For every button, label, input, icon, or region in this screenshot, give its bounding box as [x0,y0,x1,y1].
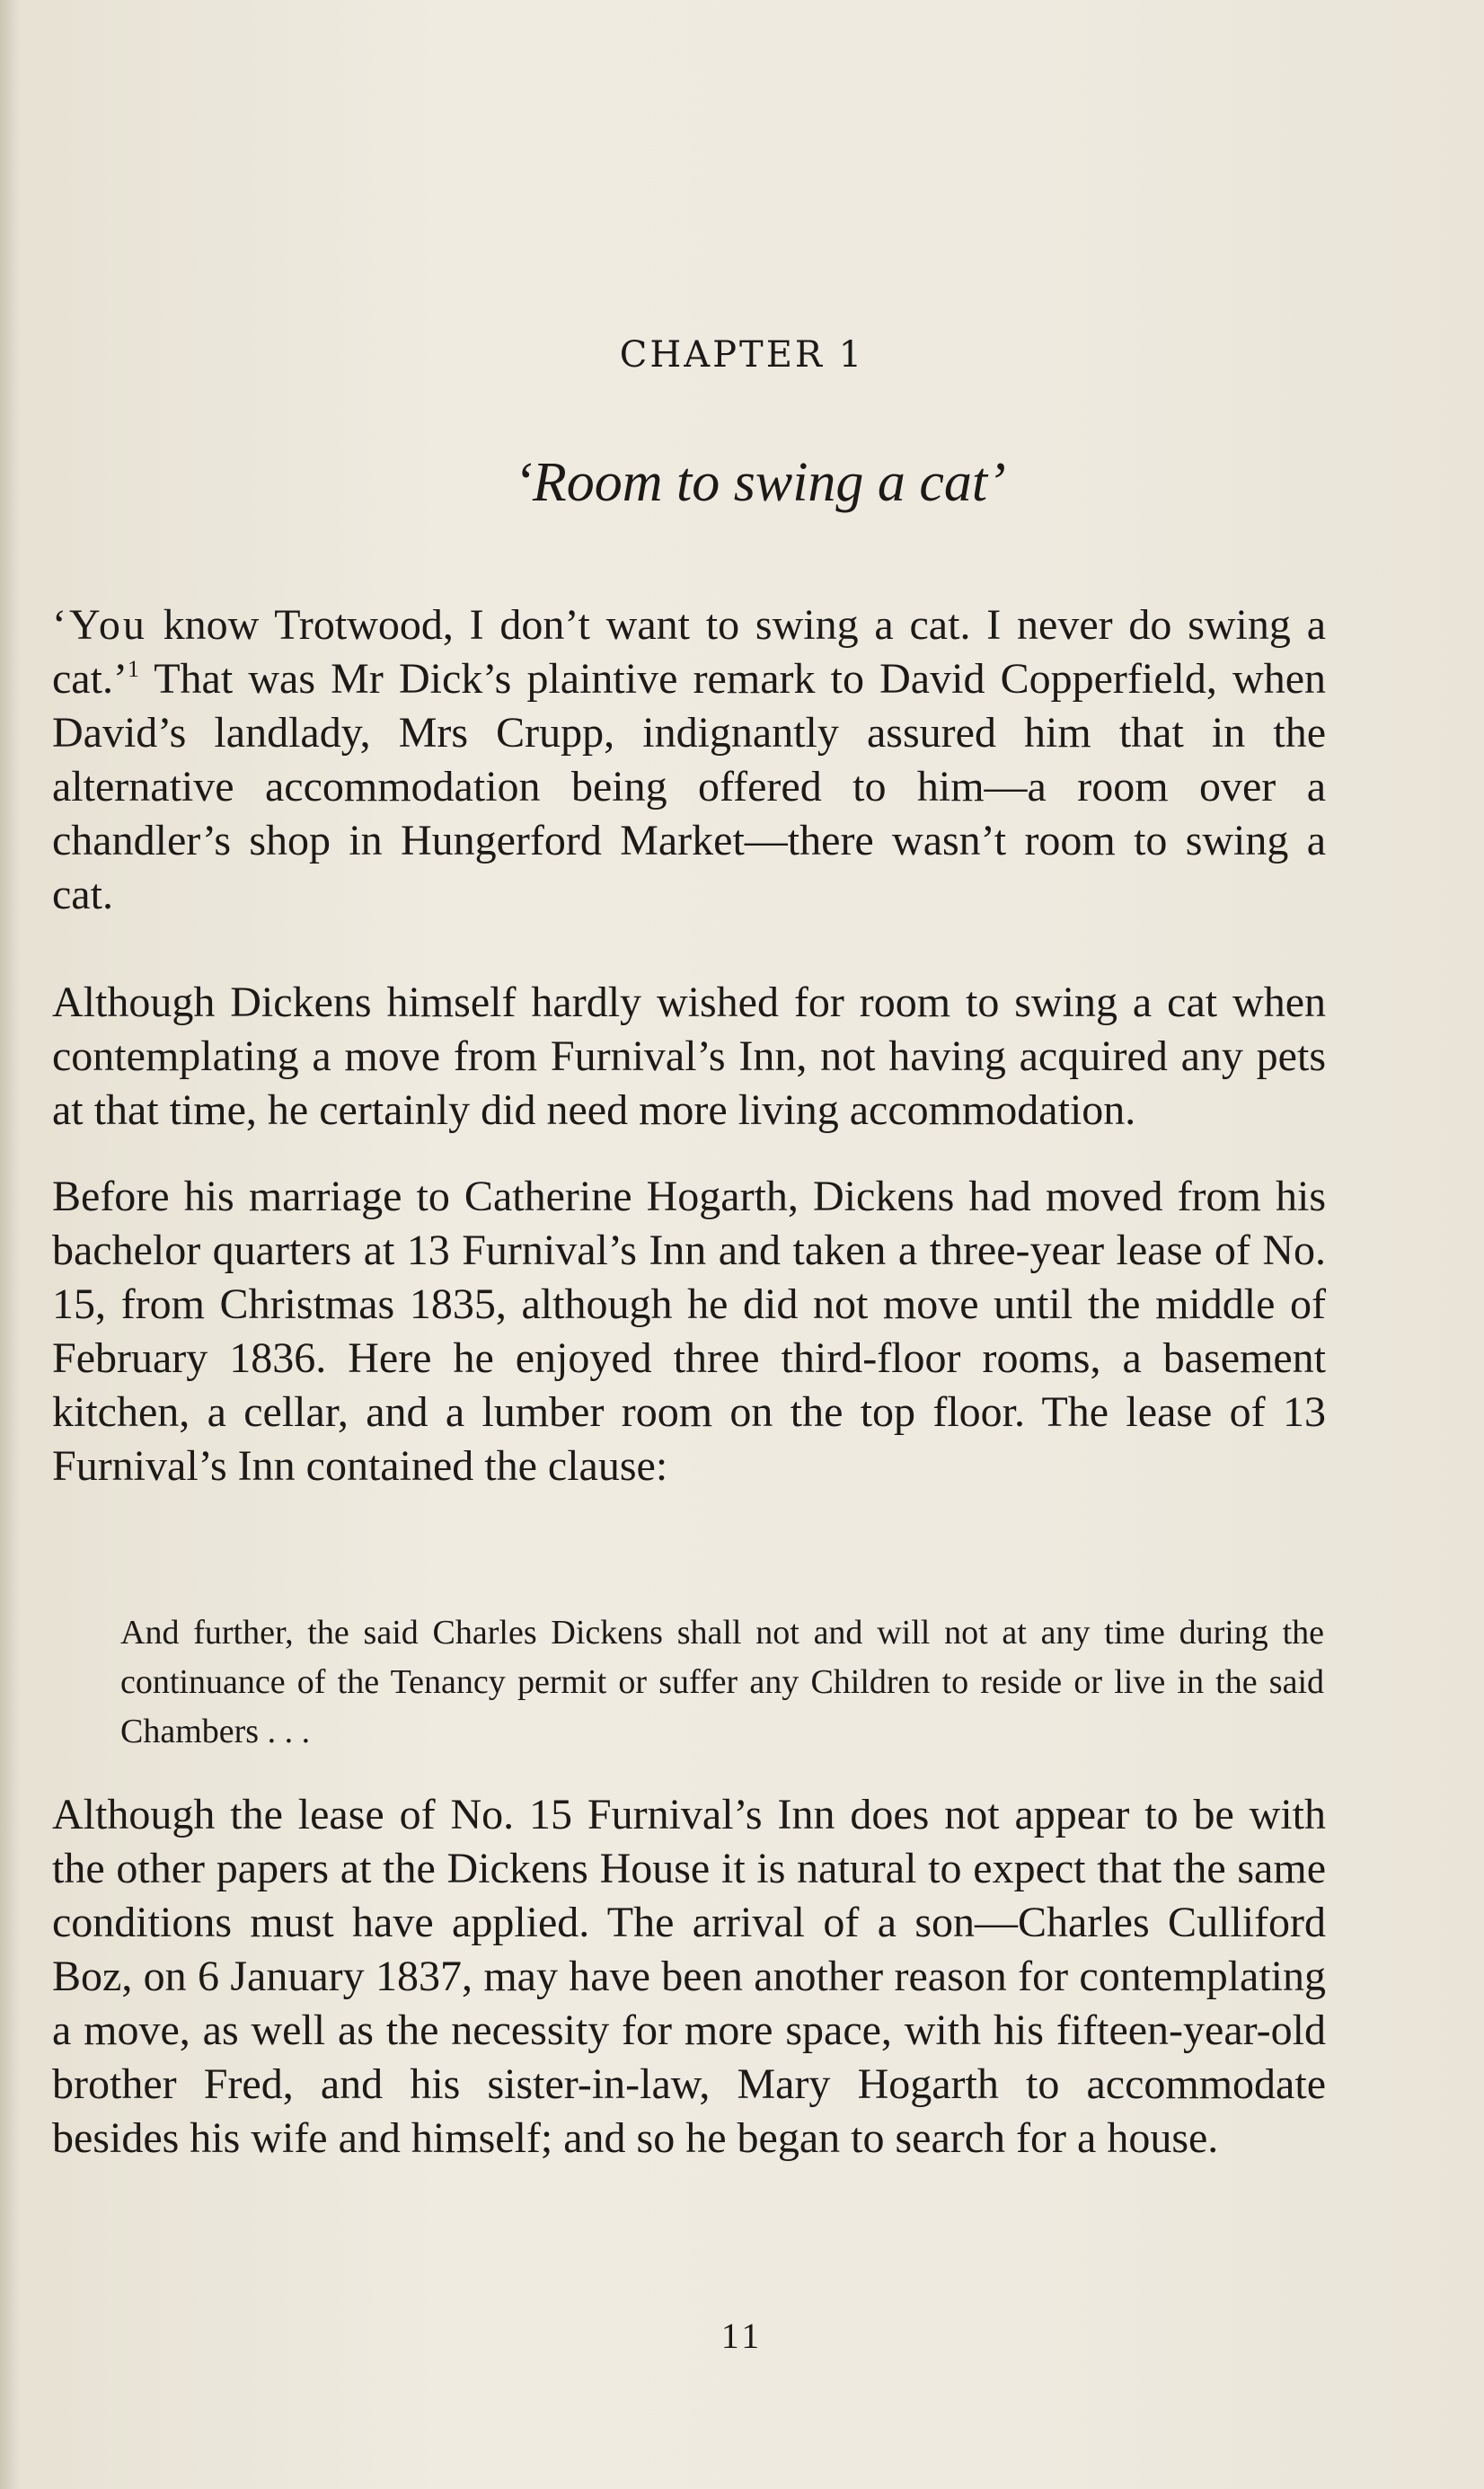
paragraph-3 [52,1170,1326,1493]
paragraph-1-after: That was Mr Dick’s plaintive remark to David Copperfield, when David’s landlady, Mrs Crupp, indignantly assured him that in the alternative accommodation being offered to him—a room over a chandler’s shop in Hungerford Market—there wasn’t room to swing a cat. [52,655,1326,918]
paragraph-4 [52,1788,1326,2166]
paragraph-1-lead: ‘You [52,601,147,649]
block-quote: And further, the said Charles Dickens shall not and will not at any time during the continuance of the Tenancy permit or suffer any Children to reside or live in the said Chambers . . . [120,1614,1324,1750]
paragraph-1-text: know Trotwood, I don’t want to swing a cat. I never do swing a cat.’ [52,601,1326,703]
page-number: 11 [720,2316,764,2356]
paragraph-2 [52,976,1326,1138]
chapter-title: ‘Room to swing a cat’ [514,452,1006,513]
footnote-marker: 1 [127,656,139,682]
paragraph-1 [52,598,1326,922]
paragraph-4-text: Although the lease of No. 15 Furnival’s Inn does not appear to be with the other papers at the Dickens House it is natural to expect that the same conditions must have applied. The arrival of a son—Charles Culliford Boz, on 6 January 1837, may have been another reason for contemplating a move, as well as the necessity for more space, with his fifteen-year-old brother Fred, and his sister-in-law, Mary Hogarth to accommodate besides his wife and himself; and so he began to search for a house. [52,1791,1326,2162]
paragraph-3-text: Before his marriage to Catherine Hogarth, Dickens had moved from his bachelor quarters at 13 Furnival’s Inn and taken a three-year lease of No. 15, from Christmas 1835, although he did not move until the middle of February 1836. Here he enjoyed three third-floor rooms, a basement kitchen, a cellar, and a lumber room on the top floor. The lease of 13 Furnival’s Inn contained the clause: [52,1173,1326,1490]
chapter-label: CHAPTER 1 [619,334,865,376]
paragraph-2-text: Although Dickens himself hardly wished for room to swing a cat when contemplating a move from Furnival’s Inn, not having acquired any pets at that time, he certainly did need more living accommodation. [52,979,1326,1134]
